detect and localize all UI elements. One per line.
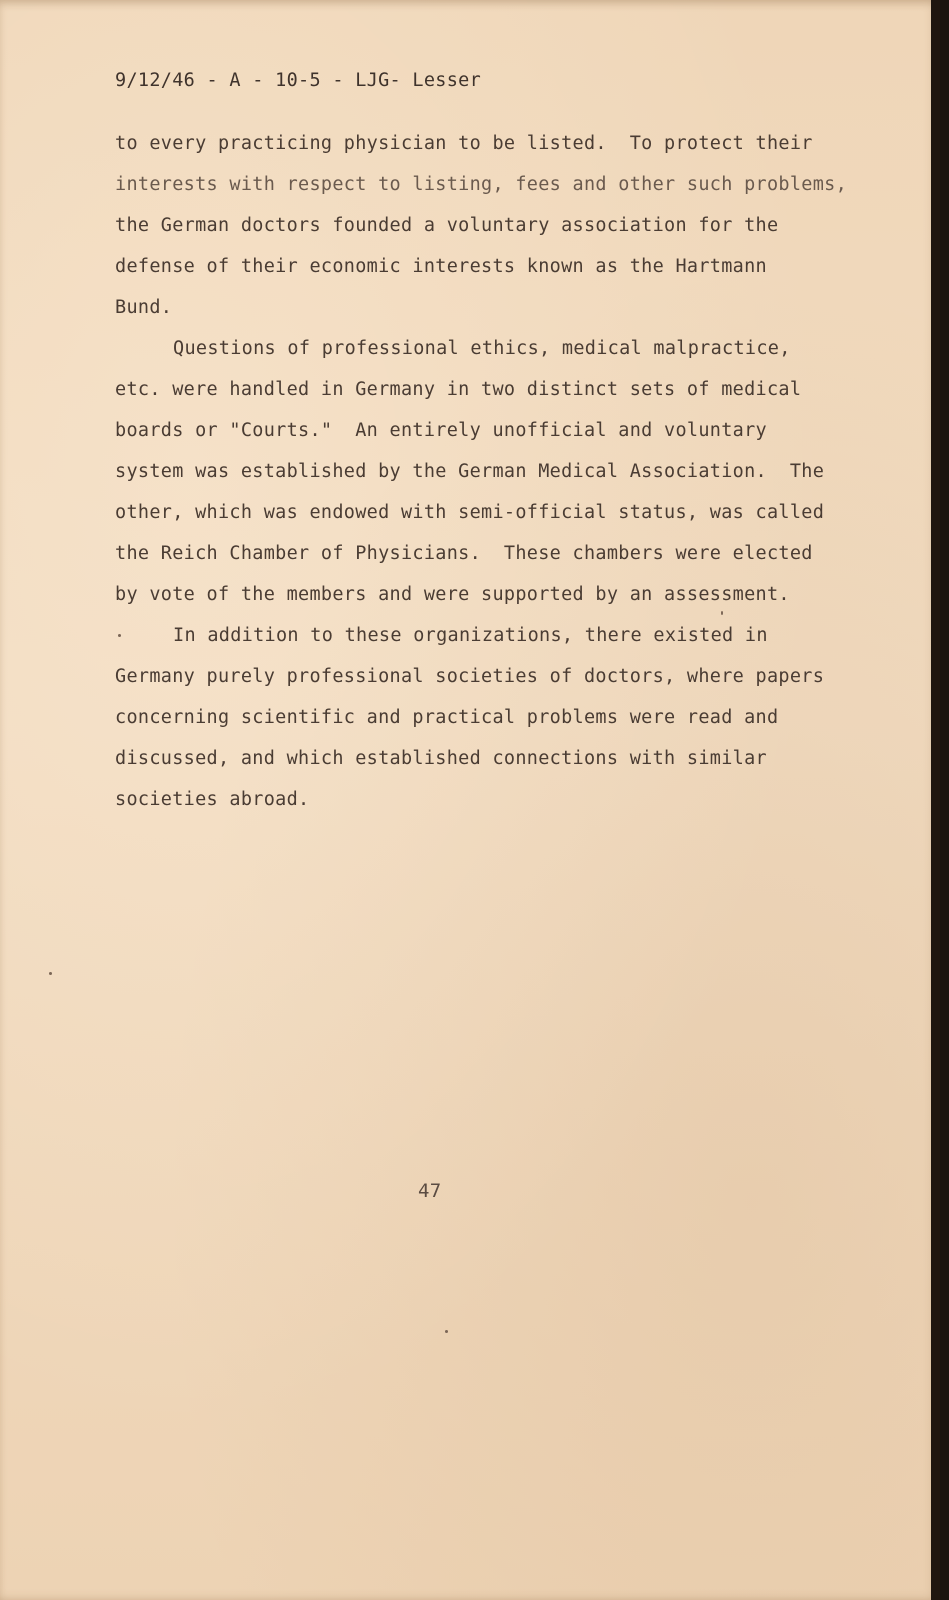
text-line: Questions of professional ethics, medical malpractice, bbox=[173, 338, 791, 359]
document-header: 9/12/46 - A - 10-5 - LJG- Lesser bbox=[115, 70, 482, 91]
paper-speck bbox=[445, 1330, 448, 1333]
text-line: In addition to these organizations, there existed in bbox=[173, 625, 768, 646]
text-line: discussed, and which established connections with similar bbox=[115, 748, 767, 769]
paper-speck bbox=[49, 972, 52, 975]
text-line: to every practicing physician to be listed. To protect their bbox=[115, 133, 813, 154]
scan-edge bbox=[931, 0, 940, 1600]
text-line: interests with respect to listing, fees and other such problems, bbox=[115, 174, 848, 195]
text-line: etc. were handled in Germany in two distinct sets of medical bbox=[115, 379, 802, 400]
text-line: defense of their economic interests known as the Hartmann bbox=[115, 256, 767, 277]
text-line: by vote of the members and were supported by an assessment. bbox=[115, 584, 790, 605]
text-line: boards or "Courts." An entirely unofficial and voluntary bbox=[115, 420, 767, 441]
text-line: other, which was endowed with semi-official status, was called bbox=[115, 502, 825, 523]
text-line: Bund. bbox=[115, 297, 173, 318]
text-line: Germany purely professional societies of doctors, where papers bbox=[115, 666, 825, 687]
paper-speck bbox=[721, 611, 723, 615]
paper-speck bbox=[118, 634, 121, 637]
text-line: the German doctors founded a voluntary association for the bbox=[115, 215, 779, 236]
paragraph-1 bbox=[115, 128, 905, 333]
text-line: concerning scientific and practical problems were read and bbox=[115, 707, 779, 728]
document-body bbox=[115, 128, 905, 825]
text-line: societies abroad. bbox=[115, 789, 310, 810]
paragraph-3 bbox=[115, 620, 905, 825]
paragraph-2 bbox=[115, 333, 905, 620]
text-line: system was established by the German Medical Association. The bbox=[115, 461, 825, 482]
page-number: 47 bbox=[418, 1180, 442, 1202]
text-line: the Reich Chamber of Physicians. These chambers were elected bbox=[115, 543, 813, 564]
